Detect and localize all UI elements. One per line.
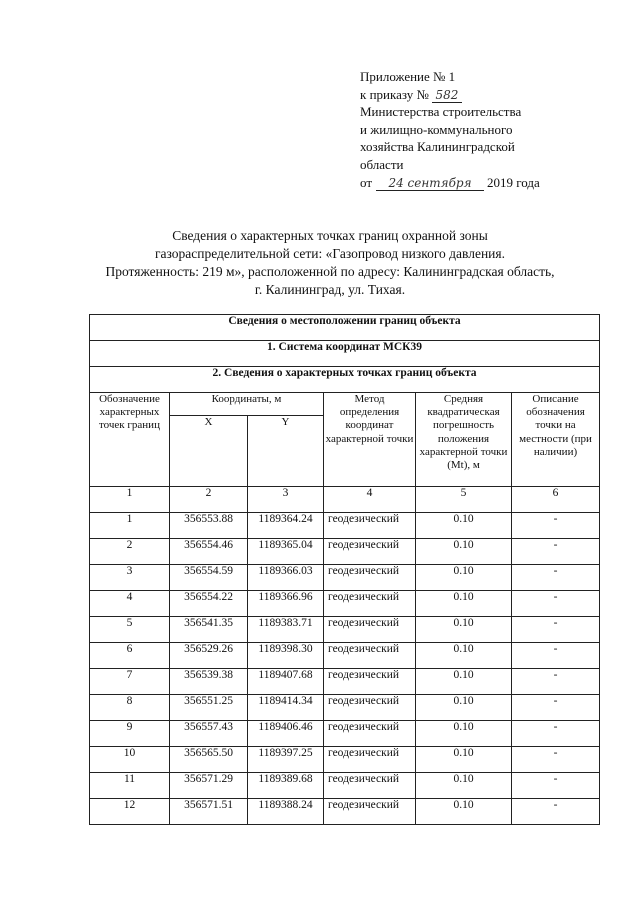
coord-x: 356551.25 <box>170 695 248 721</box>
mt-error: 0.10 <box>416 617 512 643</box>
points-info-row: 2. Сведения о характерных точках границ объекта <box>90 367 600 393</box>
method: геодезический <box>324 643 416 669</box>
mt-error: 0.10 <box>416 799 512 825</box>
coord-y: 1189365.04 <box>248 539 324 565</box>
point-number: 12 <box>90 799 170 825</box>
description: - <box>512 773 600 799</box>
date-prefix: от <box>360 174 373 190</box>
header-method: Метод определения координат характерной точки <box>324 393 416 487</box>
document-title <box>70 227 590 299</box>
column-index: 6 <box>512 487 600 513</box>
description: - <box>512 617 600 643</box>
title-line-1: Сведения о характерных точках границ охранной зоны <box>172 228 488 243</box>
method: геодезический <box>324 799 416 825</box>
coord-x: 356565.50 <box>170 747 248 773</box>
point-number: 3 <box>90 565 170 591</box>
method: геодезический <box>324 773 416 799</box>
coord-x: 356541.35 <box>170 617 248 643</box>
description: - <box>512 513 600 539</box>
method: геодезический <box>324 539 416 565</box>
method: геодезический <box>324 747 416 773</box>
point-number: 5 <box>90 617 170 643</box>
coordinate-system-row: 1. Система координат МСК39 <box>90 341 600 367</box>
coord-y: 1189364.24 <box>248 513 324 539</box>
mt-error: 0.10 <box>416 721 512 747</box>
description: - <box>512 669 600 695</box>
order-prefix: к приказу № <box>360 86 429 102</box>
coord-y: 1189414.34 <box>248 695 324 721</box>
mt-error: 0.10 <box>416 591 512 617</box>
coord-x: 356554.22 <box>170 591 248 617</box>
mt-error: 0.10 <box>416 643 512 669</box>
column-index: 5 <box>416 487 512 513</box>
header-error: Средняя квадратическая погрешность положения характерной точки (Mt), м <box>416 393 512 487</box>
table-row <box>90 565 600 591</box>
description: - <box>512 565 600 591</box>
mt-error: 0.10 <box>416 539 512 565</box>
coord-x: 356557.43 <box>170 721 248 747</box>
header-y: Y <box>248 416 324 487</box>
description: - <box>512 799 600 825</box>
coord-x: 356553.88 <box>170 513 248 539</box>
coord-x: 356554.46 <box>170 539 248 565</box>
method: геодезический <box>324 721 416 747</box>
appendix-order-line <box>360 86 620 104</box>
coord-y: 1189366.03 <box>248 565 324 591</box>
point-number: 9 <box>90 721 170 747</box>
column-index: 4 <box>324 487 416 513</box>
header-coordinates: Координаты, м <box>170 393 324 416</box>
point-number: 4 <box>90 591 170 617</box>
table-row <box>90 721 600 747</box>
header-point-designation: Обозначение характерных точек границ <box>90 393 170 487</box>
coord-y: 1189398.30 <box>248 643 324 669</box>
description: - <box>512 643 600 669</box>
table-row <box>90 617 600 643</box>
description: - <box>512 591 600 617</box>
title-line-4: г. Калининград, ул. Тихая. <box>254 282 406 297</box>
coord-y: 1189407.68 <box>248 669 324 695</box>
appendix-date-line <box>360 174 620 192</box>
table-row <box>90 695 600 721</box>
mt-error: 0.10 <box>416 747 512 773</box>
appendix-line-1: Приложение № 1 <box>360 69 456 84</box>
point-number: 8 <box>90 695 170 721</box>
mt-error: 0.10 <box>416 565 512 591</box>
coord-x: 356529.26 <box>170 643 248 669</box>
coord-y: 1189389.68 <box>248 773 324 799</box>
table-row <box>90 643 600 669</box>
description: - <box>512 721 600 747</box>
coord-y: 1189397.25 <box>248 747 324 773</box>
method: геодезический <box>324 591 416 617</box>
appendix-line-5: хозяйства Калининградской <box>360 139 515 155</box>
point-number: 2 <box>90 539 170 565</box>
point-number: 10 <box>90 747 170 773</box>
table-row <box>90 669 600 695</box>
header-description: Описание обозначения точки на местности (при наличии) <box>512 393 600 487</box>
table-row <box>90 773 600 799</box>
method: геодезический <box>324 565 416 591</box>
method: геодезический <box>324 617 416 643</box>
date-suffix: 2019 года <box>487 174 540 190</box>
mt-error: 0.10 <box>416 513 512 539</box>
column-index: 2 <box>170 487 248 513</box>
table-row <box>90 747 600 773</box>
table-row <box>90 591 600 617</box>
appendix-block <box>360 68 620 191</box>
table-row <box>90 539 600 565</box>
coord-x: 356539.38 <box>170 669 248 695</box>
method: геодезический <box>324 513 416 539</box>
description: - <box>512 695 600 721</box>
description: - <box>512 747 600 773</box>
mt-error: 0.10 <box>416 773 512 799</box>
column-index: 3 <box>248 487 324 513</box>
coord-x: 356554.59 <box>170 565 248 591</box>
order-number-handwritten: 582 <box>432 89 462 103</box>
coord-y: 1189406.46 <box>248 721 324 747</box>
header-x: X <box>170 416 248 487</box>
mt-error: 0.10 <box>416 695 512 721</box>
coord-x: 356571.51 <box>170 799 248 825</box>
table-row <box>90 513 600 539</box>
table-row <box>90 799 600 825</box>
column-index-row <box>90 487 600 513</box>
point-number: 11 <box>90 773 170 799</box>
description: - <box>512 539 600 565</box>
point-number: 1 <box>90 513 170 539</box>
point-number: 7 <box>90 669 170 695</box>
date-handwritten: 24 сентября <box>376 177 484 191</box>
point-number: 6 <box>90 643 170 669</box>
method: геодезический <box>324 695 416 721</box>
mt-error: 0.10 <box>416 669 512 695</box>
title-line-3: Протяженность: 219 м», расположенной по адресу: Калининградская область, <box>105 264 555 279</box>
method: геодезический <box>324 669 416 695</box>
appendix-line-6: области <box>360 156 404 172</box>
appendix-line-3: Министерства строительства <box>360 104 522 120</box>
coord-y: 1189366.96 <box>248 591 324 617</box>
boundary-points-table <box>89 314 600 825</box>
section-title: Сведения о местоположении границ объекта <box>90 315 600 341</box>
title-line-2: газораспределительной сети: «Газопровод низкого давления. <box>154 246 505 261</box>
column-index: 1 <box>90 487 170 513</box>
appendix-line-4: и жилищно-коммунального <box>360 121 513 137</box>
coord-y: 1189383.71 <box>248 617 324 643</box>
coord-y: 1189388.24 <box>248 799 324 825</box>
coord-x: 356571.29 <box>170 773 248 799</box>
